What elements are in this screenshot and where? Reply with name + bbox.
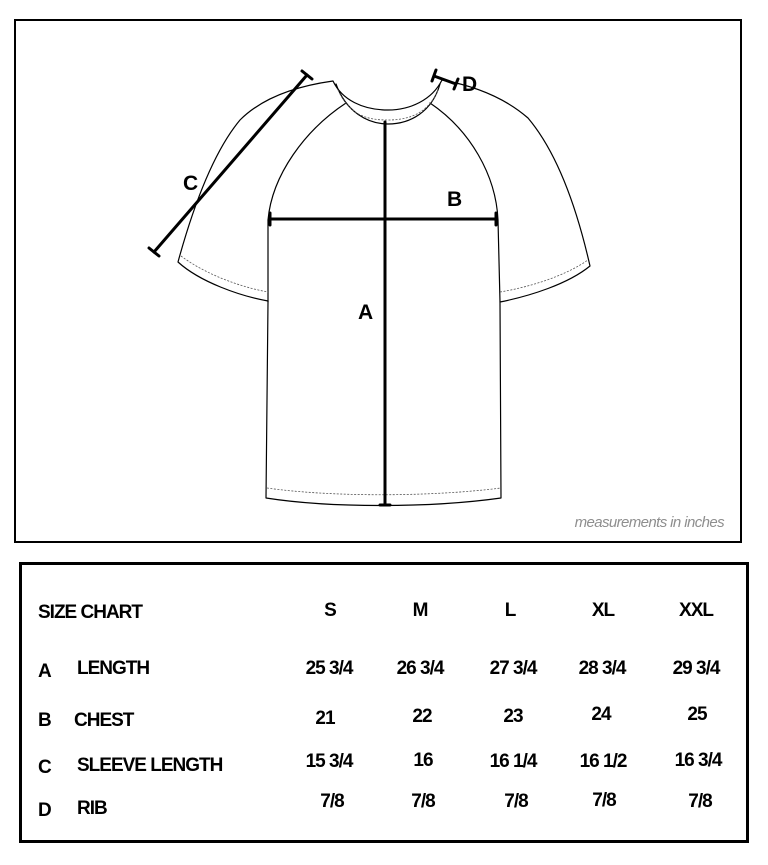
row-c-xxl: 16 3/4 [674, 750, 722, 771]
size-chart-title: SIZE CHART [38, 602, 142, 623]
row-d-key: D [38, 800, 51, 821]
row-a-xl: 28 3/4 [578, 658, 626, 679]
row-d-xl: 7/8 [592, 790, 616, 811]
size-header-xl: XL [591, 600, 615, 621]
row-d-l: 7/8 [504, 791, 528, 812]
row-a-key: A [38, 661, 51, 682]
row-c-xl: 16 1/2 [579, 751, 627, 772]
row-b-xxl: 25 [687, 704, 707, 725]
collar-inner [336, 84, 440, 124]
raglan-seam-right [430, 103, 498, 220]
row-a-xxl: 29 3/4 [672, 658, 720, 679]
label-a: A [358, 301, 373, 324]
row-d-xxl: 7/8 [688, 791, 712, 812]
row-c-l: 16 1/4 [489, 751, 537, 772]
raglan-seam-left [268, 103, 346, 220]
row-a-name: LENGTH [77, 658, 150, 679]
size-header-l: L [504, 600, 516, 621]
row-a-m: 26 3/4 [396, 658, 444, 679]
row-b-m: 22 [412, 706, 432, 727]
row-c-s: 15 3/4 [305, 751, 353, 772]
row-d-name: RIB [77, 798, 107, 819]
row-c-name: SLEEVE LENGTH [77, 755, 223, 776]
label-b: B [447, 188, 462, 211]
row-b-s: 21 [315, 708, 335, 729]
size-header-m: M [412, 600, 428, 621]
row-b-name: CHEST [74, 710, 134, 731]
size-header-s: S [324, 600, 336, 621]
row-b-l: 23 [503, 706, 523, 727]
row-c-m: 16 [413, 750, 433, 771]
underarm-right [498, 220, 500, 302]
label-d: D [462, 73, 477, 96]
row-c-key: C [38, 757, 51, 778]
row-d-s: 7/8 [320, 791, 344, 812]
row-d-m: 7/8 [411, 791, 435, 812]
row-b-xl: 24 [591, 704, 611, 725]
size-header-xxl: XXL [679, 600, 713, 621]
units-note: measurements in inches [574, 514, 724, 531]
row-b-key: B [38, 710, 51, 731]
row-a-l: 27 3/4 [489, 658, 537, 679]
label-c: C [183, 172, 198, 195]
row-a-s: 25 3/4 [305, 658, 353, 679]
